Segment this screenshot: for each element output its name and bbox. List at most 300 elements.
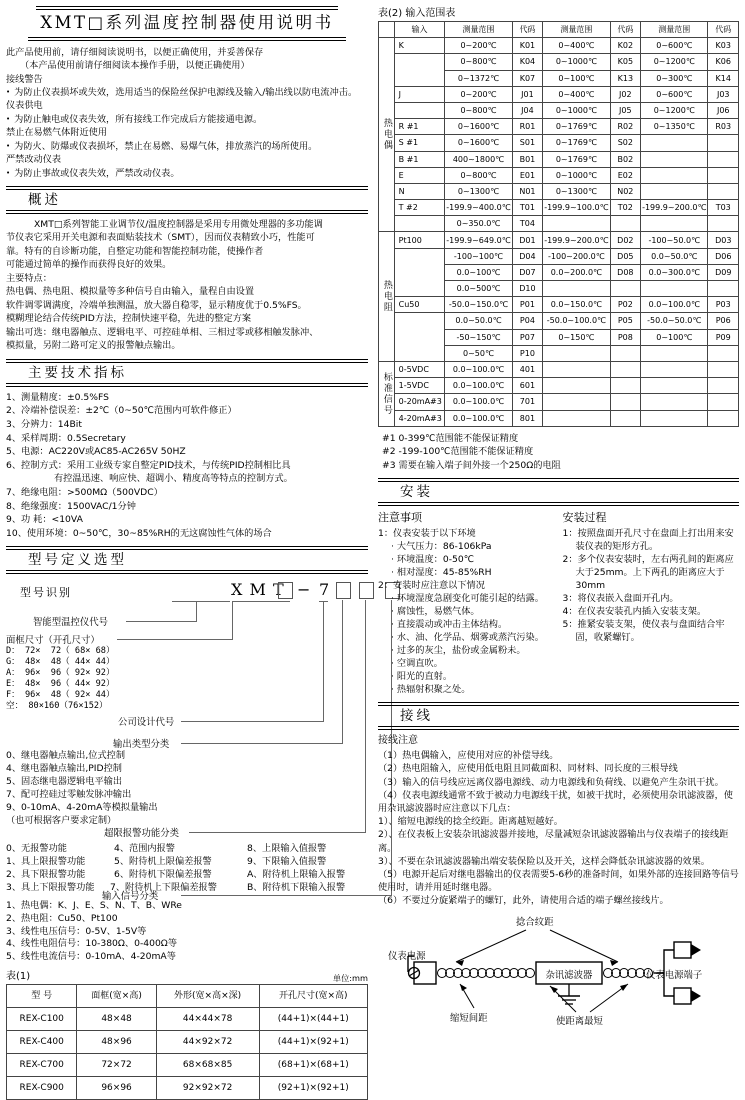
table2-code: E01 <box>512 167 543 183</box>
overview-para-1: 节仪表它采用开关电源和表面贴装技术（SMT），因而仪表精致小巧，性能可 <box>6 232 315 244</box>
table2-range <box>641 394 708 410</box>
table2-range: 0~300℃ <box>641 70 708 86</box>
panel-size-3: E： 48× 96（ 44× 92） <box>6 679 115 690</box>
table-row <box>379 151 739 167</box>
install-note-1-sub: · 环境温度：0-50℃ <box>378 553 555 566</box>
table2-range <box>543 361 610 377</box>
table2-code <box>708 183 739 199</box>
model-label-company-code: 公司设计代号 <box>118 717 175 729</box>
table2-range: 0~50℃ <box>445 345 512 361</box>
leader-tick-company <box>319 601 328 602</box>
table2-range: 0~600℃ <box>641 38 708 54</box>
input-type-3: 4、线性电阻信号：10-380Ω、0-400Ω等 <box>6 938 178 950</box>
spec-item-continuation: 有控温迅速、响应快、超调小、精度高等特点的控制方式。 <box>54 473 293 485</box>
table2-range: 0~1200℃ <box>641 102 708 118</box>
table2-range <box>641 183 708 199</box>
section-rule-bottom <box>378 726 739 730</box>
table1-cell: (44+1)×(92+1) <box>259 1031 367 1054</box>
table2-code: T04 <box>512 216 543 232</box>
table-row <box>379 200 739 216</box>
table2-range: -199.9~400.0℃ <box>445 200 512 216</box>
table-row <box>379 70 739 86</box>
table1-col-header: 开孔尺寸(宽×高) <box>259 985 367 1008</box>
warning-block-2 <box>6 126 368 153</box>
table2-range: 0.0~300.0℃ <box>641 264 708 280</box>
table2-input: E <box>394 167 445 183</box>
table-row <box>7 1008 368 1031</box>
table2-range: 0~800℃ <box>445 54 512 70</box>
table2-range: 0~1000℃ <box>543 102 610 118</box>
table2-code <box>610 410 641 426</box>
table2-input <box>394 264 445 280</box>
table-row <box>379 410 739 426</box>
install-note-1: 1：仪表安装于以下环境 <box>378 528 476 540</box>
spec-item: 3、分辨力：14Bit <box>6 419 82 430</box>
model-code-prefix: X M T <box>231 580 285 600</box>
table2-code: N01 <box>512 183 543 199</box>
table-row <box>379 361 739 377</box>
table2-range <box>641 135 708 151</box>
table2-code: P04 <box>512 313 543 329</box>
table-row <box>7 1054 368 1077</box>
table2-code <box>708 135 739 151</box>
table2-range: 0~1769℃ <box>543 135 610 151</box>
leader-line-company-h <box>181 721 324 722</box>
table2-range <box>641 378 708 394</box>
section-rule-bottom <box>6 210 368 214</box>
table2-col-header: 测量范围 <box>445 22 512 38</box>
table2-range: 0.0~50.0℃ <box>445 313 512 329</box>
diagram-label-power: 仪表电源 <box>388 950 426 962</box>
table2-code <box>610 281 641 297</box>
table2-code <box>708 216 739 232</box>
feature-item: 热电偶、热电阻、模拟量等多种信号自由输入，量程自由设置 <box>6 286 255 298</box>
table2-code: R01 <box>512 119 543 135</box>
section-title: 接线 <box>400 708 433 725</box>
diagram-label-terminal: 仪表电源端子 <box>646 969 703 981</box>
install-note-2-sub: · 热辐射积聚之处。 <box>378 683 555 696</box>
panel-size-5: 空： 80×160（76×152） <box>6 701 108 712</box>
table2-code: K02 <box>610 38 641 54</box>
table2-input <box>394 248 445 264</box>
table-row <box>379 167 739 183</box>
table2-range: 0~100℃ <box>543 70 610 86</box>
table2-range: -50.0~50.0℃ <box>641 313 708 329</box>
table1-cell: (44+1)×(44+1) <box>259 1008 367 1031</box>
table2-range <box>543 216 610 232</box>
table2-code: P02 <box>610 297 641 313</box>
table2-range: 0~1300℃ <box>543 183 610 199</box>
table2-range: 0.0~100.0℃ <box>641 297 708 313</box>
table2-range: 0.0~200.0℃ <box>543 264 610 280</box>
table2-code: B02 <box>610 151 641 167</box>
model-code-box-panel <box>278 582 293 599</box>
diagram-label-twist-pitch: 捻合纹距 <box>516 916 554 928</box>
leader-line-prefix <box>172 601 230 602</box>
install-note-2-sub: · 空调直吹。 <box>378 657 555 670</box>
section-overview-header <box>6 186 368 214</box>
table2-input <box>394 216 445 232</box>
install-process-step: 2：多个仪表安装时，左右两孔间的距离应大于25mm。上下两孔的距离应大于30mm <box>562 554 734 592</box>
table2-range: 0~1600℃ <box>445 119 512 135</box>
table1-col-header: 外形(宽×高×深) <box>156 985 259 1008</box>
spec-item: 9、功 耗：<10VA <box>6 514 83 526</box>
table-header-row <box>379 22 739 38</box>
leader-line-input-h <box>181 895 392 896</box>
leader-line-smart-h <box>126 621 197 622</box>
leader-line-panel-h2 <box>117 639 233 640</box>
table2-range: 0~1372℃ <box>445 70 512 86</box>
spec-item: 4、采样周期：0.5Secretary <box>6 432 126 444</box>
alarm-col3-3: B、附待机下限输入报警 <box>247 882 346 894</box>
table2-code: T02 <box>610 200 641 216</box>
table-row <box>379 102 739 118</box>
table2-range <box>641 345 708 361</box>
leader-line-output-v <box>342 600 343 743</box>
table2-range: 0.0~100.0℃ <box>445 410 512 426</box>
table-row <box>379 86 739 102</box>
table2-code: D08 <box>610 264 641 280</box>
table2-input: N <box>394 183 445 199</box>
table2-range <box>641 361 708 377</box>
table2-range <box>543 378 610 394</box>
table2-col-header: 测量范围 <box>641 22 708 38</box>
spec-item: 6、控制方式：采用工业级专家自整定PID技术，与传统PID控制相比具 <box>6 459 291 471</box>
warning-text: • 为防止事故或仪表失效，严禁改动仪表。 <box>6 167 368 180</box>
leader-line-alarm-v <box>365 600 366 832</box>
section-rule-bottom <box>6 570 368 574</box>
input-type-1: 2、热电阻：Cu50、Pt100 <box>6 912 118 924</box>
table2-code: E02 <box>610 167 641 183</box>
table2-range: -199.9~100.0℃ <box>543 200 610 216</box>
table-header-row <box>7 985 368 1008</box>
table2-range: 0.0~100℃ <box>445 264 512 280</box>
section-wiring-header <box>378 702 739 730</box>
table2-range <box>641 281 708 297</box>
table2-input: S #1 <box>394 135 445 151</box>
section-title: 概述 <box>28 191 61 208</box>
table2-input: 1-5VDC <box>394 378 445 394</box>
install-columns <box>378 510 739 696</box>
model-label-smart-code: 智能型温控仪代号 <box>33 617 109 629</box>
section-model-header <box>6 546 368 574</box>
table2-code <box>708 151 739 167</box>
install-note-2-sub: · 过多的灰尘，盐份或金属粉未。 <box>378 644 555 657</box>
install-process-step: 3：将仪表嵌入盘面开孔内。 <box>562 593 679 605</box>
table2-code <box>708 345 739 361</box>
warning-text: • 为防止触电或仪表失效，所有接线工作完成后方能接通电源。 <box>6 113 368 126</box>
table2-range: 0~1769℃ <box>543 151 610 167</box>
spec-item: 8、绝缘强度：1500VAC/1分钟 <box>6 500 136 512</box>
table-row <box>7 1077 368 1100</box>
table2-footnote-2: #3 需要在输入端子间外接一个250Ω的电阻 <box>382 459 561 471</box>
table2-range: 0~400℃ <box>543 38 610 54</box>
table2-code: D01 <box>512 232 543 248</box>
table1-col-header: 面框(宽×高) <box>77 985 156 1008</box>
leader-line-output-h <box>181 743 343 744</box>
table2-input <box>394 313 445 329</box>
section-rule-bottom <box>6 383 368 387</box>
table2-col-header: 代码 <box>708 22 739 38</box>
model-code-box-output <box>336 582 351 599</box>
table2-code: J04 <box>512 102 543 118</box>
input-type-4: 5、线性电流信号：0-10mA、4-20mA等 <box>6 950 176 962</box>
table2-code: D09 <box>708 264 739 280</box>
table2-input: 0-5VDC <box>394 361 445 377</box>
table2-code: K13 <box>610 70 641 86</box>
table2-input <box>394 345 445 361</box>
intro-line-2: （本产品使用前请仔细阅读本操作手册，以便正确使用） <box>20 60 250 72</box>
table2-code: D05 <box>610 248 641 264</box>
table2-code: B01 <box>512 151 543 167</box>
title-rule-top <box>36 6 338 10</box>
table2-range: -199.9~200.0℃ <box>543 232 610 248</box>
table2-range: -199.9~200.0℃ <box>641 200 708 216</box>
table-row <box>379 54 739 70</box>
table-row <box>379 232 739 248</box>
panel-size-1: G： 48× 48（ 44× 44） <box>6 657 115 668</box>
install-note-2-sub: · 环境湿度急剧变化可能引起的结露。 <box>378 592 555 605</box>
spec-item: 1、测量精度：±0.5%FS <box>6 391 109 403</box>
wiring-subitem: 1）、缩短电源线的捻全绞距。距离越短越好。 <box>378 816 563 828</box>
table2-input <box>394 329 445 345</box>
table2-code <box>708 361 739 377</box>
table2-code: T01 <box>512 200 543 216</box>
section-title: 安装 <box>400 484 433 501</box>
table1-cell: 96×96 <box>77 1077 156 1100</box>
table2-code: K14 <box>708 70 739 86</box>
input-range-table <box>378 21 739 427</box>
table1-cell: 68×68×85 <box>156 1054 259 1077</box>
table1-cell: REX-C400 <box>7 1031 77 1054</box>
table2-input: K <box>394 38 445 54</box>
document-title-block <box>6 6 368 41</box>
table2-code: 801 <box>512 410 543 426</box>
warning-text: • 为防止仪表损坏或失效，选用适当的保险丝保护电源线及输入/输出线以防电流冲击。 <box>6 86 368 99</box>
install-process-step: 4：在仪表安装孔内插入安装支架。 <box>562 606 707 618</box>
warning-heading: 禁止在易燃气体附近使用 <box>6 127 108 139</box>
table2-code: J02 <box>610 86 641 102</box>
table2-range: 0~1200℃ <box>641 54 708 70</box>
table1-cell: 44×44×78 <box>156 1008 259 1031</box>
install-note-1-sub: · 相对湿度：45-85%RH <box>378 566 555 579</box>
table2-range: 0~600℃ <box>641 86 708 102</box>
table-row <box>379 345 739 361</box>
table2-range: 0~1300℃ <box>445 183 512 199</box>
diagram-label-shorten: 缩短间距 <box>450 1012 488 1024</box>
alarm-col3-0: 8、上限输入值报警 <box>247 843 327 855</box>
install-note-2-sub: · 直接震动或冲击主体结构。 <box>378 618 555 631</box>
warning-text: • 为防火、防爆或仪表损坏，禁止在易燃、易爆气体，排放蒸汽的场所使用。 <box>6 140 368 153</box>
table-row <box>379 119 739 135</box>
table2-code: P09 <box>708 329 739 345</box>
install-process-step: 1：按照盘面开孔尺寸在盘面上打出用来安装仪表的矩形方孔。 <box>562 528 734 553</box>
table2-code: P08 <box>610 329 641 345</box>
wiring-item: （5）电源开起后对继电器输出的仪表需要5-6秒的准备时间，如果外部的连接回路等信号使用时，请并用延时继电器。 <box>378 869 739 894</box>
table2-code: D03 <box>708 232 739 248</box>
table2-group-thermocouple: 热电偶 <box>379 38 395 232</box>
output-type-5: （也可根据客户要求定制） <box>6 815 117 827</box>
table2-code: T03 <box>708 200 739 216</box>
table2-code: R02 <box>610 119 641 135</box>
panel-size-0: D： 72× 72（ 68× 68） <box>6 646 115 657</box>
table2-code: P01 <box>512 297 543 313</box>
leader-line-company-v <box>323 601 324 721</box>
alarm-col1-2: 2、具下限报警功能 <box>6 869 86 881</box>
warning-block-0 <box>6 73 368 100</box>
install-note-2-sub: · 腐蚀性，易燃气体。 <box>378 605 555 618</box>
install-notes-column <box>378 510 555 696</box>
output-type-1: 4、继电器触点输出,PID控制 <box>6 763 122 775</box>
section-title: 主要技术指标 <box>28 364 127 381</box>
alarm-col2-3: 7、附待机上下限偏差报警 <box>110 882 217 894</box>
alarm-col3-1: 9、下限输入值报警 <box>247 856 327 868</box>
feature-item: 软件调零调满度，冷端单独测温，放大器自稳零，显示精度优于0.5%FS。 <box>6 299 307 311</box>
warning-block-3 <box>6 153 368 180</box>
leader-line-panel-h <box>232 601 276 602</box>
overview-para-0: XMT□系列智能工业调节仪/温度控制器是采用专用微处理器的多功能调 <box>34 218 323 230</box>
table1-caption: 表(1) <box>6 971 31 983</box>
table2-group-standard: 标准信号 <box>379 361 395 426</box>
install-note-2-sub: · 阳光的直射。 <box>378 670 555 683</box>
table2-code: D10 <box>512 281 543 297</box>
table2-code <box>708 410 739 426</box>
spec-item: 10、使用环境：0~50℃，30~85%RH的无这腐蚀性气体的场合 <box>6 527 272 539</box>
panel-size-2: A： 96× 96（ 92× 92） <box>6 668 115 679</box>
table2-range: 0~200℃ <box>445 86 512 102</box>
overview-para-2: 靠。特有的自诊断功能，自整定功能和智能控制功能，使操作者 <box>6 245 264 257</box>
input-type-0: 1、热电偶：K、J、E、S、N、T、B、WRe <box>6 900 182 912</box>
alarm-col2-2: 6、附待机下限偏差报警 <box>114 869 212 881</box>
wiring-subitem: 3）、不要在杂讯滤波器输出端安装保险以及开关，这样会降低杂讯滤波器的效果。 <box>378 855 710 867</box>
output-type-4: 9、0-10mA、4-20mA等模拟量输出 <box>6 802 158 814</box>
table2-code: P03 <box>708 297 739 313</box>
left-column <box>0 0 374 1094</box>
table2-code: N02 <box>610 183 641 199</box>
table2-code <box>708 281 739 297</box>
table2-col-header: 代码 <box>512 22 543 38</box>
install-note-2: 2：安装时应注意以下情况 <box>378 580 485 592</box>
table2-code: D02 <box>610 232 641 248</box>
table-row <box>379 38 739 54</box>
model-code-box-alarm <box>359 582 374 599</box>
wiring-item: （4）仪表电源线通常不致于被动力电源线干扰，如被干扰时，必须使用杂讯滤波器，使用杂讯滤波器时应注意以下几点： <box>378 789 733 814</box>
spec-item: 2、冷端补偿误差：±2℃（0~50℃范围内可软件修正） <box>6 405 237 417</box>
table2-range <box>641 151 708 167</box>
table1-cell: 44×92×72 <box>156 1031 259 1054</box>
table2-range <box>543 410 610 426</box>
table-row <box>379 394 739 410</box>
feature-item: 模糊理论结合传统PID方法，控制快速平稳，先进的整定方案 <box>6 313 252 325</box>
input-type-2: 3、线性电压信号：0-5V、1-5V等 <box>6 925 147 937</box>
table2-range <box>641 410 708 426</box>
table2-range: -199.9~649.0℃ <box>445 232 512 248</box>
table-row <box>379 264 739 280</box>
install-process-step: 5：推紧安装支架，使仪表与盘面结合牢固，收紧螺钉。 <box>562 619 725 644</box>
table2-range: 0.0~100.0℃ <box>445 394 512 410</box>
table2-input: J <box>394 86 445 102</box>
table2-code: 601 <box>512 378 543 394</box>
leader-line-alarm-h <box>189 832 366 833</box>
title-rule-bottom <box>28 37 346 41</box>
table-row <box>379 297 739 313</box>
table2-code: 701 <box>512 394 543 410</box>
table2-code <box>610 216 641 232</box>
table2-input: T #2 <box>394 200 445 216</box>
table2-code <box>610 361 641 377</box>
features-heading: 主要特点： <box>6 272 52 284</box>
diagram-label-filter: 杂讯滤波器 <box>545 969 593 981</box>
model-code-seven: 7 <box>319 580 331 600</box>
install-notes-heading: 注意事项 <box>378 511 422 525</box>
table2-caption: 表(2) 输入范围表 <box>378 8 456 19</box>
dimensions-table <box>6 984 368 1100</box>
wiring-item: （2）热电阻输入，应使用低电阻且同截面积、同材料、同长度的三根导线 <box>378 763 678 775</box>
table2-code: J05 <box>610 102 641 118</box>
table2-range: 400~1800℃ <box>445 151 512 167</box>
table2-code: J06 <box>708 102 739 118</box>
section-rule-bottom <box>378 502 739 506</box>
wiring-heading: 接线注意 <box>378 735 418 747</box>
table2-range <box>641 167 708 183</box>
table-row <box>379 135 739 151</box>
table-row <box>379 329 739 345</box>
table1-cell: (92+1)×(92+1) <box>259 1077 367 1100</box>
intro-line-1: 此产品使用前，请仔细阅读说明书，以便正确使用，并妥善保存 <box>6 46 264 58</box>
model-identify-label: 型号识别 <box>20 586 72 600</box>
table2-footnote-0: #1 0-399℃范围能不能保证精度 <box>382 432 519 444</box>
table2-range: 0~100℃ <box>641 329 708 345</box>
table1-unit: 单位:mm <box>332 973 368 984</box>
alarm-col2-1: 5、附待机上限偏差报警 <box>114 856 212 868</box>
table2-input <box>394 54 445 70</box>
table2-code <box>708 378 739 394</box>
table2-code: J03 <box>708 86 739 102</box>
table2-range: 0.0~100.0℃ <box>445 361 512 377</box>
table2-range: 0~400℃ <box>543 86 610 102</box>
table2-range: -50.0~100.0℃ <box>543 313 610 329</box>
model-code-diagram <box>6 578 368 903</box>
page-title: XMT□系列温度控制器使用说明书 <box>40 13 334 32</box>
leader-line-smart-v <box>196 601 197 621</box>
table2-group-header-spacer <box>379 22 395 38</box>
table2-code: J01 <box>512 86 543 102</box>
output-type-0: 0、继电器触点输出,位式控制 <box>6 750 126 762</box>
table1-cell: 48×48 <box>77 1008 156 1031</box>
section-install-header <box>378 478 739 506</box>
table2-range: 0~150℃ <box>543 329 610 345</box>
table2-code: S02 <box>610 135 641 151</box>
table2-range: 0~1000℃ <box>543 54 610 70</box>
table2-code: P06 <box>708 313 739 329</box>
table2-code <box>708 167 739 183</box>
table2-range: 0.0~50.0℃ <box>641 248 708 264</box>
alarm-col1-0: 0、无报警功能 <box>6 843 67 855</box>
table2-col-header: 输入 <box>394 22 445 38</box>
table1-caption-row <box>6 963 368 984</box>
table-row <box>379 313 739 329</box>
table2-code <box>610 378 641 394</box>
table2-range: 0.0~150.0℃ <box>543 297 610 313</box>
table1-cell: (68+1)×(68+1) <box>259 1054 367 1077</box>
table2-input <box>394 102 445 118</box>
install-process-column <box>563 510 740 696</box>
table2-footnote-1: #2 -199-100℃范围能不能保证精度 <box>382 446 534 458</box>
noise-filter-wiring-diagram <box>378 912 739 1030</box>
table2-range: -100~200.0℃ <box>543 248 610 264</box>
table2-range <box>543 281 610 297</box>
table2-range <box>641 216 708 232</box>
